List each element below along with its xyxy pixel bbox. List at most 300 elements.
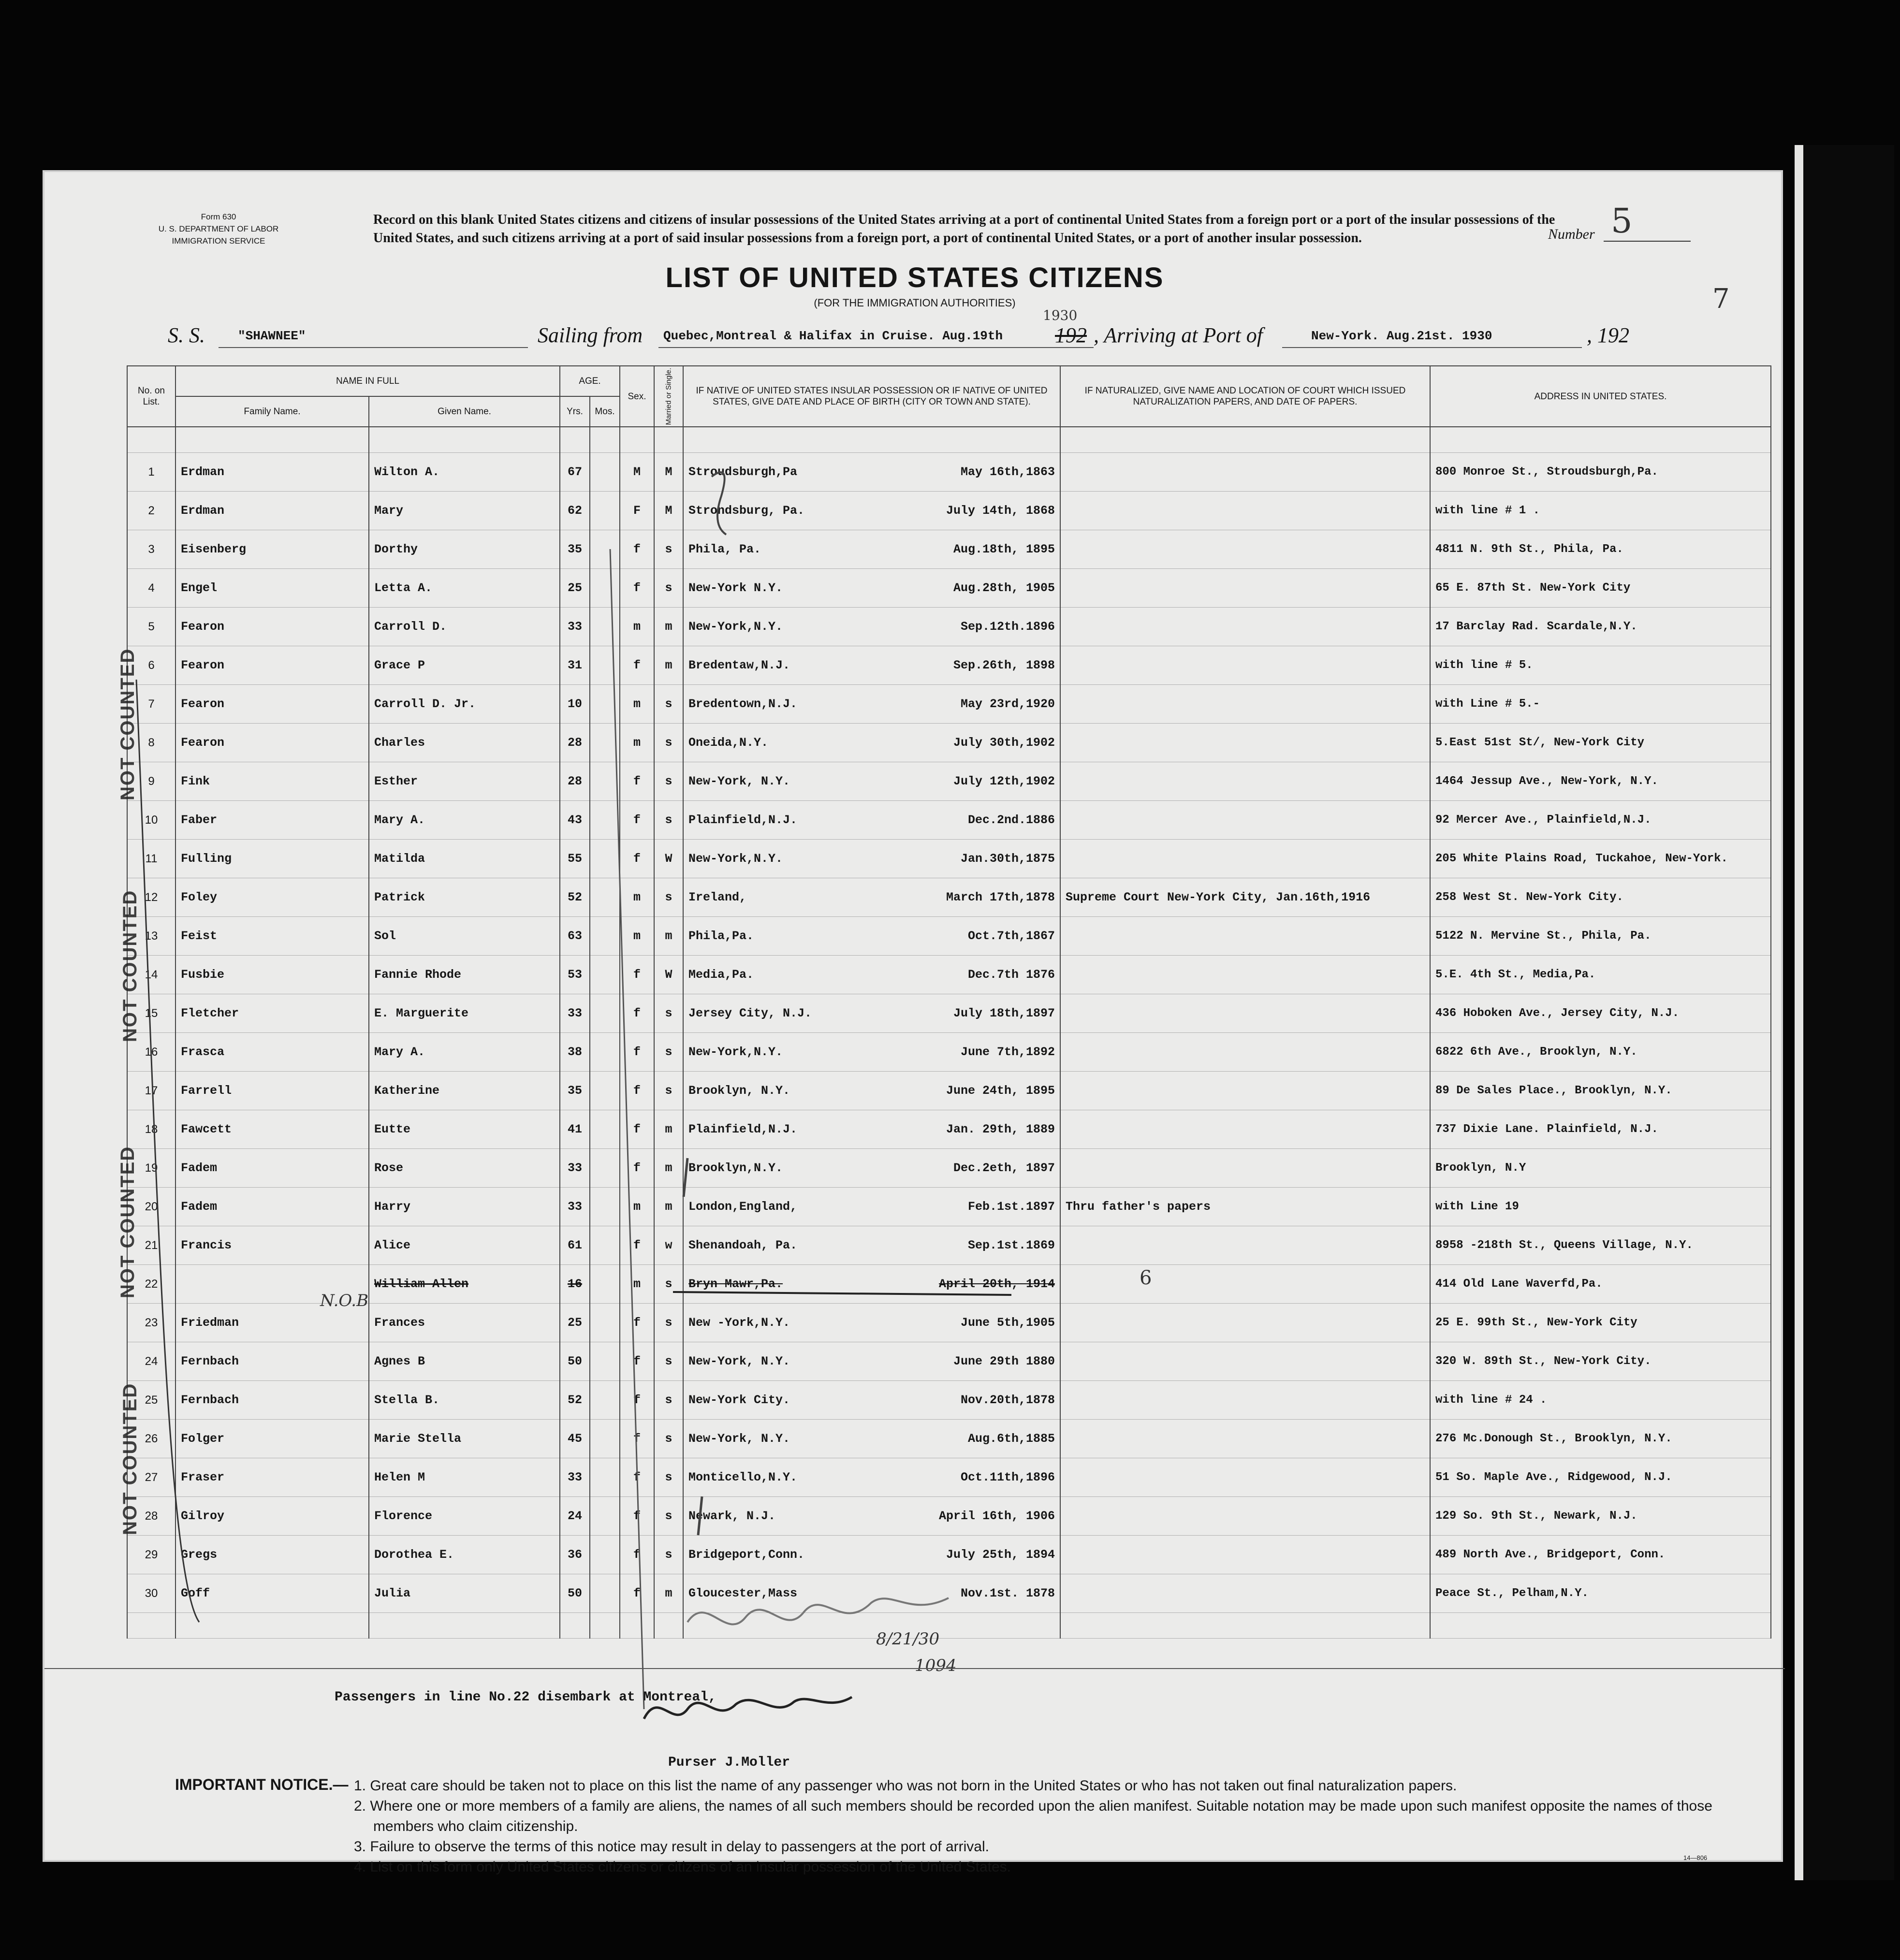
birth-place: Oneida,N.Y.	[688, 736, 769, 750]
family-name-cell: Fernbach	[175, 1381, 369, 1420]
address-cell: 17 Barclay Rad. Scardale,N.Y.	[1430, 608, 1771, 646]
sailing-year-written: 1930	[1043, 307, 1078, 323]
sex-cell: f	[620, 1304, 654, 1342]
family-name-cell: Fulling	[175, 840, 369, 878]
disembark-note: Passengers in line No.22 disembark at Montreal,	[335, 1690, 716, 1705]
not-counted-stamp: NOT COUNTED	[117, 648, 138, 800]
nob-annotation: N.O.B	[320, 1291, 369, 1310]
row-number: 24	[127, 1342, 175, 1381]
birth-date: June 29th 1880	[953, 1354, 1055, 1369]
marital-status-cell: s	[654, 1072, 683, 1110]
page-mark: 7	[1712, 283, 1730, 315]
sex-cell: M	[620, 453, 654, 492]
col-sex-header: Sex.	[620, 366, 654, 427]
family-name-cell: Foley	[175, 878, 369, 917]
address-cell: 737 Dixie Lane. Plainfield, N.J.	[1430, 1110, 1771, 1149]
marital-status-cell: m	[654, 1149, 683, 1188]
number-value: 5	[1611, 201, 1633, 241]
sex-cell: f	[620, 1497, 654, 1536]
given-name-cell: E. Marguerite	[369, 994, 560, 1033]
age-years-cell: 10	[560, 685, 590, 724]
birth-date: July 12th,1902	[953, 774, 1055, 789]
age-years-cell: 35	[560, 530, 590, 569]
family-name-cell: Erdman	[175, 492, 369, 530]
birth-date: March 17th,1878	[946, 890, 1055, 905]
birth-place: Bryn Mawr,Pa.	[688, 1277, 783, 1292]
birth-place: London,England,	[688, 1200, 798, 1214]
not-counted-stamp: NOT COUNTED	[119, 1382, 141, 1535]
address-cell: with line # 24 .	[1430, 1381, 1771, 1420]
address-cell: 258 West St. New-York City.	[1430, 878, 1771, 917]
handwritten-six: 6	[1140, 1267, 1152, 1289]
given-name-cell: Alice	[369, 1226, 560, 1265]
sex-cell: m	[620, 608, 654, 646]
given-name-cell: Wilton A.	[369, 453, 560, 492]
birth-date: Dec.2eth, 1897	[953, 1161, 1055, 1176]
birth-date: June 7th,1892	[960, 1045, 1055, 1060]
sailing-label: Sailing from	[538, 323, 643, 347]
given-name-cell: Mary	[369, 492, 560, 530]
given-name-cell: William Allen	[369, 1265, 560, 1304]
age-years-cell: 43	[560, 801, 590, 840]
marital-status-cell: m	[654, 608, 683, 646]
birth-date: Dec.7th 1876	[967, 968, 1055, 982]
marital-status-cell: s	[654, 801, 683, 840]
row-number: 17	[127, 1072, 175, 1110]
pencil-mark	[698, 1496, 702, 1535]
age-years-cell: 25	[560, 569, 590, 608]
given-name-cell: Matilda	[369, 840, 560, 878]
birth-date: Nov.20th,1878	[960, 1393, 1055, 1408]
birth-place: Plainfield,N.J.	[688, 813, 798, 828]
marital-status-cell: s	[654, 1342, 683, 1381]
birth-date: Feb.1st.1897	[967, 1200, 1055, 1214]
birth-date: April 20th, 1914	[938, 1277, 1055, 1292]
row-number: 11	[127, 840, 175, 878]
birth-place: Newark, N.J.	[688, 1509, 776, 1524]
sex-cell: f	[620, 1458, 654, 1497]
col-family-header: Family Name.	[175, 396, 369, 427]
address-cell: 800 Monroe St., Stroudsburgh,Pa.	[1430, 453, 1771, 492]
footer-divider	[44, 1668, 1785, 1669]
age-years-cell: 38	[560, 1033, 590, 1072]
address-cell: 1464 Jessup Ave., New-York, N.Y.	[1430, 762, 1771, 801]
row-number: 16	[127, 1033, 175, 1072]
birth-date: June 24th, 1895	[946, 1084, 1055, 1098]
row-number: 22	[127, 1265, 175, 1304]
family-name-cell: Fawcett	[175, 1110, 369, 1149]
family-name-cell: Fernbach	[175, 1342, 369, 1381]
col-naturalized-header: IF NATURALIZED, GIVE NAME AND LOCATION OF COURT WHICH ISSUED NATURALIZATION PAPERS, AND DATE OF PAPERS.	[1060, 366, 1430, 427]
family-name-cell: Francis	[175, 1226, 369, 1265]
given-name-cell: Mary A.	[369, 801, 560, 840]
birth-place: Shenandoah, Pa.	[688, 1238, 798, 1253]
age-years-cell: 28	[560, 762, 590, 801]
given-name-cell: Dorthy	[369, 530, 560, 569]
given-name-cell: Helen M	[369, 1458, 560, 1497]
marital-status-cell: M	[654, 492, 683, 530]
birth-place: New-York, N.Y.	[688, 1432, 790, 1446]
ship-name: "SHAWNEE"	[238, 329, 306, 343]
birth-date: Jan.30th,1875	[960, 852, 1055, 866]
arriving-year-printed: , 192	[1587, 323, 1629, 347]
row-number: 19	[127, 1149, 175, 1188]
given-name-cell: Rose	[369, 1149, 560, 1188]
col-name-header: NAME IN FULL	[175, 366, 560, 396]
birth-place: Brooklyn, N.Y.	[688, 1084, 790, 1098]
age-years-cell: 33	[560, 994, 590, 1033]
marital-status-cell: s	[654, 1458, 683, 1497]
form-number: Form 630	[201, 212, 236, 221]
family-name-cell: Erdman	[175, 453, 369, 492]
given-name-cell: Esther	[369, 762, 560, 801]
birth-place: Phila, Pa.	[688, 542, 761, 557]
age-years-cell: 45	[560, 1420, 590, 1458]
family-name-cell: Fletcher	[175, 994, 369, 1033]
notice-list	[354, 1776, 1741, 1877]
pencil-mark	[712, 472, 726, 535]
given-name-cell: Frances	[369, 1304, 560, 1342]
not-counted-stamp: NOT COUNTED	[117, 1146, 138, 1298]
given-name-cell: Letta A.	[369, 569, 560, 608]
family-name-cell: Fusbie	[175, 956, 369, 994]
age-years-cell: 35	[560, 1072, 590, 1110]
naturalization-cell: Thru father's papers	[1060, 1188, 1430, 1226]
notice-label: IMPORTANT NOTICE.—	[175, 1776, 349, 1793]
age-years-cell: 41	[560, 1110, 590, 1149]
marital-status-cell: s	[654, 1265, 683, 1304]
address-cell: 436 Hoboken Ave., Jersey City, N.J.	[1430, 994, 1771, 1033]
age-years-cell: 67	[560, 453, 590, 492]
address-cell: 92 Mercer Ave., Plainfield,N.J.	[1430, 801, 1771, 840]
marital-status-cell: m	[654, 1188, 683, 1226]
marital-status-cell: W	[654, 840, 683, 878]
given-name-cell: Marie Stella	[369, 1420, 560, 1458]
age-years-cell: 52	[560, 1381, 590, 1420]
row-number: 26	[127, 1420, 175, 1458]
row-number: 8	[127, 724, 175, 762]
sex-cell: m	[620, 1188, 654, 1226]
service-name: IMMIGRATION SERVICE	[172, 236, 265, 246]
family-name-cell: Fearon	[175, 608, 369, 646]
address-cell: 5.E. 4th St., Media,Pa.	[1430, 956, 1771, 994]
birth-date: May 16th,1863	[960, 465, 1055, 479]
page-subtitle: (FOR THE IMMIGRATION AUTHORITIES)	[814, 297, 1016, 309]
row-number: 5	[127, 608, 175, 646]
row-number: 15	[127, 994, 175, 1033]
handwritten-marks	[44, 172, 1785, 1864]
family-name-cell: Goff	[175, 1574, 369, 1613]
marital-status-cell: s	[654, 1033, 683, 1072]
family-name-cell: Engel	[175, 569, 369, 608]
row-number: 10	[127, 801, 175, 840]
col-birth-header: IF NATIVE OF UNITED STATES INSULAR POSSESSION OR IF NATIVE OF UNITED STATES, GIVE DATE AND PLACE OF BIRTH (CITY OR TOWN AND STATE).	[683, 366, 1060, 427]
row-number: 29	[127, 1536, 175, 1574]
sex-cell: f	[620, 1536, 654, 1574]
birth-date: July 30th,1902	[953, 736, 1055, 750]
marital-status-cell: m	[654, 646, 683, 685]
given-name-cell: Eutte	[369, 1110, 560, 1149]
row-number: 1	[127, 453, 175, 492]
sailing-from: Quebec,Montreal & Halifax in Cruise. Aug.19th	[663, 329, 1003, 343]
given-name-cell: Stella B.	[369, 1381, 560, 1420]
family-name-cell: Friedman	[175, 1304, 369, 1342]
page-title: LIST OF UNITED STATES CITIZENS	[665, 262, 1164, 293]
given-name-cell: Harry	[369, 1188, 560, 1226]
sex-cell: f	[620, 1226, 654, 1265]
family-name-cell: Frasca	[175, 1033, 369, 1072]
sex-cell: f	[620, 1033, 654, 1072]
row-number: 12	[127, 878, 175, 917]
address-cell: 489 North Ave., Bridgeport, Conn.	[1430, 1536, 1771, 1574]
birth-place: Plainfield,N.J.	[688, 1122, 798, 1137]
age-years-cell: 33	[560, 608, 590, 646]
given-name-cell: Dorothea E.	[369, 1536, 560, 1574]
birth-place: New -York,N.Y.	[688, 1316, 790, 1330]
family-name-cell: Fink	[175, 762, 369, 801]
sex-cell: f	[620, 801, 654, 840]
row-number: 23	[127, 1304, 175, 1342]
age-years-cell: 33	[560, 1149, 590, 1188]
birth-date: Nov.1st. 1878	[960, 1586, 1055, 1601]
address-cell: 65 E. 87th St. New-York City	[1430, 569, 1771, 608]
birth-place: Phila,Pa.	[688, 929, 754, 944]
address-cell: 25 E. 99th St., New-York City	[1430, 1304, 1771, 1342]
birth-place: Bridgeport,Conn.	[688, 1548, 805, 1562]
birth-date: June 5th,1905	[960, 1316, 1055, 1330]
marital-status-cell: s	[654, 1420, 683, 1458]
marital-status-cell: s	[654, 1497, 683, 1536]
row-number: 30	[127, 1574, 175, 1613]
birth-place: New-York, N.Y.	[688, 1354, 790, 1369]
birth-place: Media,Pa.	[688, 968, 754, 982]
given-name-cell: Agnes B	[369, 1342, 560, 1381]
marital-status-cell: s	[654, 685, 683, 724]
row-number: 21	[127, 1226, 175, 1265]
sex-cell: f	[620, 956, 654, 994]
birth-place: New-York,N.Y.	[688, 620, 783, 634]
birth-place: Ireland,	[688, 890, 747, 905]
address-cell: Brooklyn, N.Y	[1430, 1149, 1771, 1188]
birth-date: Sep.26th, 1898	[953, 658, 1055, 673]
form-code: 14—806	[1683, 1854, 1708, 1861]
birth-date: April 16th, 1906	[938, 1509, 1055, 1524]
family-name-cell: Fearon	[175, 724, 369, 762]
sex-cell: f	[620, 1381, 654, 1420]
sex-cell: m	[620, 724, 654, 762]
marital-status-cell: s	[654, 1536, 683, 1574]
age-years-cell: 52	[560, 878, 590, 917]
address-cell: 276 Mc.Donough St., Brooklyn, N.Y.	[1430, 1420, 1771, 1458]
age-years-cell: 28	[560, 724, 590, 762]
col-age-header: AGE.	[560, 366, 620, 396]
row-number: 13	[127, 917, 175, 956]
birth-place: Jersey City, N.J.	[688, 1006, 812, 1021]
col-mos-header: Mos.	[590, 396, 620, 427]
family-name-cell: Gregs	[175, 1536, 369, 1574]
address-cell: with line # 5.	[1430, 646, 1771, 685]
marital-status-cell: s	[654, 569, 683, 608]
birth-place: Brooklyn,N.Y.	[688, 1161, 783, 1176]
row-number: 25	[127, 1381, 175, 1420]
marital-status-cell: s	[654, 724, 683, 762]
col-given-header: Given Name.	[369, 396, 560, 427]
marital-status-cell: w	[654, 1226, 683, 1265]
arriving-label: , Arriving at Port of	[1094, 323, 1263, 347]
birth-place: Bredentaw,N.J.	[688, 658, 790, 673]
number-label: Number	[1548, 226, 1595, 242]
sex-cell: f	[620, 1110, 654, 1149]
sex-cell: m	[620, 1265, 654, 1304]
col-address-header: ADDRESS IN UNITED STATES.	[1430, 366, 1771, 427]
birth-date: Sep.1st.1869	[967, 1238, 1055, 1253]
given-name-cell: Charles	[369, 724, 560, 762]
birth-date: Sep.12th.1896	[960, 620, 1055, 634]
age-years-cell: 61	[560, 1226, 590, 1265]
tally-note: 1094	[915, 1656, 957, 1675]
birth-date: Oct.7th,1867	[967, 929, 1055, 944]
age-years-cell: 50	[560, 1574, 590, 1613]
given-name-cell: Carroll D.	[369, 608, 560, 646]
pencil-mark	[684, 1158, 687, 1197]
row-number: 4	[127, 569, 175, 608]
sailing-year-printed: 192	[1055, 323, 1087, 347]
address-cell: 8958 -218th St., Queens Village, N.Y.	[1430, 1226, 1771, 1265]
sex-cell: f	[620, 1342, 654, 1381]
row-number: 28	[127, 1497, 175, 1536]
birth-place: New-York,N.Y.	[688, 852, 783, 866]
marital-status-cell: m	[654, 917, 683, 956]
address-cell: 129 So. 9th St., Newark, N.J.	[1430, 1497, 1771, 1536]
age-years-cell: 50	[560, 1342, 590, 1381]
address-cell: with Line # 5.-	[1430, 685, 1771, 724]
col-married-header: Married or Single.	[654, 366, 683, 427]
birth-place: New-York City.	[688, 1393, 790, 1408]
not-counted-stamp: NOT COUNTED	[119, 889, 141, 1042]
marital-status-cell: s	[654, 1304, 683, 1342]
marital-status-cell: s	[654, 762, 683, 801]
age-years-cell: 62	[560, 492, 590, 530]
family-name-cell: Fearon	[175, 685, 369, 724]
age-years-cell: 63	[560, 917, 590, 956]
family-name-cell: Folger	[175, 1420, 369, 1458]
marital-status-cell: s	[654, 1381, 683, 1420]
sex-cell: f	[620, 530, 654, 569]
row-number: 9	[127, 762, 175, 801]
address-cell: 320 W. 89th St., New-York City.	[1430, 1342, 1771, 1381]
given-name-cell: Katherine	[369, 1072, 560, 1110]
birth-date: July 14th, 1868	[946, 504, 1055, 518]
notice-item: 1. Great care should be taken not to place on this list the name of any passenger who was not born in the United States or who has not taken out final naturalization papers.	[354, 1778, 1457, 1794]
naturalization-cell: Supreme Court New-York City, Jan.16th,1916	[1060, 878, 1430, 917]
birth-place: Strondsburg, Pa.	[688, 504, 805, 518]
address-cell: 51 So. Maple Ave., Ridgewood, N.J.	[1430, 1458, 1771, 1497]
given-name-cell: Florence	[369, 1497, 560, 1536]
birth-date: Aug.6th,1885	[967, 1432, 1055, 1446]
row-number: 2	[127, 492, 175, 530]
marital-status-cell: m	[654, 1110, 683, 1149]
row-number: 27	[127, 1458, 175, 1497]
sex-cell: f	[620, 994, 654, 1033]
age-years-cell: 33	[560, 1458, 590, 1497]
birth-date: Aug.18th, 1895	[953, 542, 1055, 557]
row-number: 14	[127, 956, 175, 994]
family-name-cell: Eisenberg	[175, 530, 369, 569]
sex-cell: m	[620, 917, 654, 956]
family-name-cell: Fadem	[175, 1149, 369, 1188]
birth-date: Jan. 29th, 1889	[946, 1122, 1055, 1137]
birth-date: May 23rd,1920	[960, 697, 1055, 711]
given-name-cell: Carroll D. Jr.	[369, 685, 560, 724]
address-cell: 4811 N. 9th St., Phila, Pa.	[1430, 530, 1771, 569]
family-name-cell: Fearon	[175, 646, 369, 685]
birth-date: July 25th, 1894	[946, 1548, 1055, 1562]
birth-date: Dec.2nd.1886	[967, 813, 1055, 828]
row-number: 6	[127, 646, 175, 685]
birth-place: New-York, N.Y.	[688, 774, 790, 789]
ss-label: S. S.	[168, 323, 205, 347]
sex-cell: F	[620, 492, 654, 530]
address-cell: Peace St., Pelham,N.Y.	[1430, 1574, 1771, 1613]
age-years-cell: 36	[560, 1536, 590, 1574]
marital-status-cell: s	[654, 994, 683, 1033]
manifest-sheet	[43, 170, 1783, 1875]
address-cell: with Line 19	[1430, 1188, 1771, 1226]
col-no-header: No. on List.	[127, 366, 175, 427]
sex-cell: f	[620, 1072, 654, 1110]
age-years-cell: 31	[560, 646, 590, 685]
age-years-cell: 24	[560, 1497, 590, 1536]
sex-cell: f	[620, 1149, 654, 1188]
birth-place: New-York N.Y.	[688, 581, 783, 595]
birth-place: Monticello,N.Y.	[688, 1470, 798, 1485]
arriving-port: New-York. Aug.21st. 1930	[1311, 329, 1492, 343]
marital-status-cell: W	[654, 956, 683, 994]
birth-place: New-York,N.Y.	[688, 1045, 783, 1060]
age-years-cell: 16	[560, 1265, 590, 1304]
family-name-cell: Faber	[175, 801, 369, 840]
age-years-cell: 25	[560, 1304, 590, 1342]
birth-date: July 18th,1897	[953, 1006, 1055, 1021]
address-cell: 89 De Sales Place., Brooklyn, N.Y.	[1430, 1072, 1771, 1110]
address-cell: 5122 N. Mervine St., Phila, Pa.	[1430, 917, 1771, 956]
given-name-cell: Fannie Rhode	[369, 956, 560, 994]
row-number: 18	[127, 1110, 175, 1149]
address-cell: 205 White Plains Road, Tuckahoe, New-York.	[1430, 840, 1771, 878]
sex-cell: f	[620, 840, 654, 878]
purser-name: Purser J.Moller	[668, 1755, 790, 1770]
notice-item: 4. List on this form only United States citizens or citizens of an insular possession of the United States.	[354, 1859, 1011, 1875]
col-yrs-header: Yrs.	[560, 396, 590, 427]
marital-status-cell: M	[654, 453, 683, 492]
row-number: 3	[127, 530, 175, 569]
birth-place: Gloucester,Mass	[688, 1586, 798, 1601]
bracket-line	[136, 680, 199, 1622]
sex-cell: m	[620, 878, 654, 917]
given-name-cell: Sol	[369, 917, 560, 956]
signature-date: 8/21/30	[876, 1629, 940, 1649]
sex-cell: m	[620, 685, 654, 724]
sex-cell: f	[620, 1574, 654, 1613]
sex-cell: f	[620, 762, 654, 801]
preamble-text: Record on this blank United States citizens and citizens of insular possessions of the United States arriving at a port of continental United States from a foreign port or a port of the insular possessions of the United States, and such citizens arriving at a port of said insular possessions from a foreign port, a port of continental United States, or a port of another insular possession.	[373, 212, 1555, 246]
family-name-cell: Farrell	[175, 1072, 369, 1110]
marital-status-cell: s	[654, 878, 683, 917]
check-line	[610, 549, 644, 1709]
next-page-edge	[1795, 145, 1894, 1880]
sex-cell: f	[620, 1420, 654, 1458]
birth-date: Aug.28th, 1905	[953, 581, 1055, 595]
